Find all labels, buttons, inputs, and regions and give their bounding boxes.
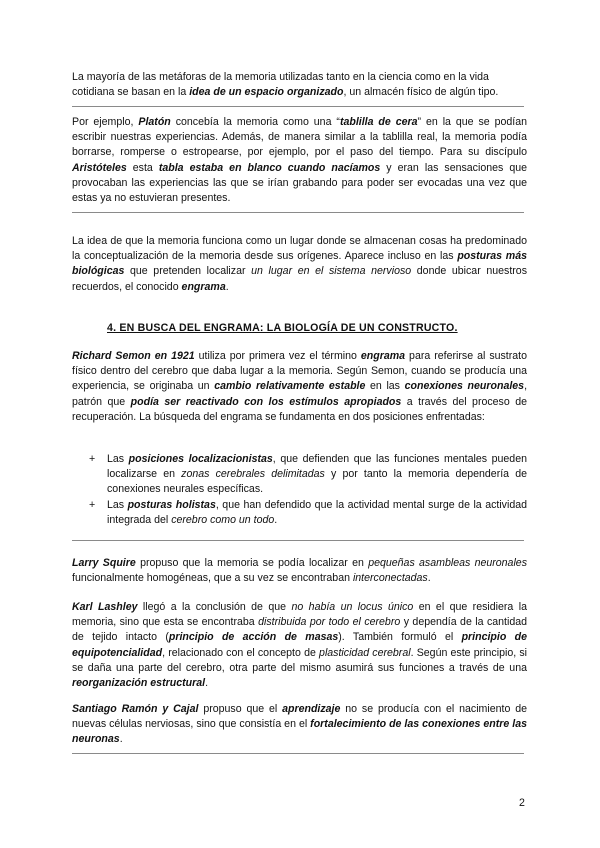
semon-paragraph: Richard Semon en 1921 utiliza por primera vez el término engrama para referirse al sustrato físico dentro del cerebro que daba lugar a la memoria. Según Semon, cuando se producía una experiencia, se originaba un cambio relativamente estable en las conexiones neuronales, patrón que podía ser reactivado con los estímulos apropiados a través del proceso de recuperación. La búsqueda del engrama se fundamenta en dos posiciones enfrentadas:	[72, 350, 528, 423]
page-number: 2	[519, 797, 525, 809]
list-item: + Las posiciones localizacionistas, que defienden que las funciones mentales pueden localizarse en zonas cerebrales delimitadas y por tanto la memoria dependería de conexiones neurales específicas.	[89, 453, 528, 496]
divider	[72, 212, 524, 213]
divider	[72, 106, 524, 107]
lugar-paragraph: La idea de que la memoria funciona como un lugar donde se almacenan cosas ha predominado la conceptualización de la memoria desde sus orígenes. Aparece incluso en las posturas más biológicas que pretenden localizar un lugar en el sistema nervioso donde ubicar nuestros recuerdos, el conocido engrama.	[72, 235, 527, 293]
bullet-marker: +	[89, 498, 96, 511]
list-item: + Las posturas holistas, que han defendido que la actividad mental surge de la actividad integrada del cerebro como un todo.	[89, 498, 528, 526]
squire-paragraph: Larry Squire propuso que la memoria se podía localizar en pequeñas asambleas neuronales funcionalmente homogéneas, que a su vez se encontraban interconectadas.	[72, 557, 527, 585]
cajal-paragraph: Santiago Ramón y Cajal propuso que el aprendizaje no se producía con el nacimiento de nuevas células nerviosas, sino que consistía en el fortalecimiento de las conexiones entre las neuronas.	[72, 703, 527, 746]
platon-paragraph: Por ejemplo, Platón concebía la memoria como una “tablilla de cera” en la que se podían escribir nuestras experiencias. Además, de manera similar a la tablilla real, la memoria podía borrarse, romperse o estropearse, por ejemplo, por el paso del tiempo. Para su discípulo Aristóteles esta tabla estaba en blanco cuando nacíamos y eran las sensaciones que provocaban las experiencias las que se irían grabando para poder ser evocadas una vez que estas ya no estuvieran presentes.	[72, 116, 528, 205]
bullet-marker: +	[89, 453, 96, 465]
lashley-paragraph: Karl Lashley llegó a la conclusión de que no había un locus único en el que residiera la memoria, sino que esta se encontraba distribuida por todo el cerebro y dependía de la cantidad de tejido intacto (principio de acción de masas). También formuló el principio de equipotencialidad, relacionado con el concepto de plasticidad cerebral. Según este principio, si se daña una parte del cerebro, otra parte del mismo asumirá sus funciones a través de una reorganización estructural.	[72, 601, 528, 690]
section-heading: 4. EN BUSCA DEL ENGRAMA: LA BIOLOGÍA DE UN CONSTRUCTO.	[107, 322, 458, 334]
divider	[72, 753, 524, 754]
intro-paragraph: La mayoría de las metáforas de la memoria utilizadas tanto en la ciencia como en la vida cotidiana se basan en la idea de un espacio organizado, un almacén físico de algún tipo.	[72, 71, 499, 99]
divider	[72, 540, 524, 541]
engram-positions-list	[72, 452, 527, 528]
